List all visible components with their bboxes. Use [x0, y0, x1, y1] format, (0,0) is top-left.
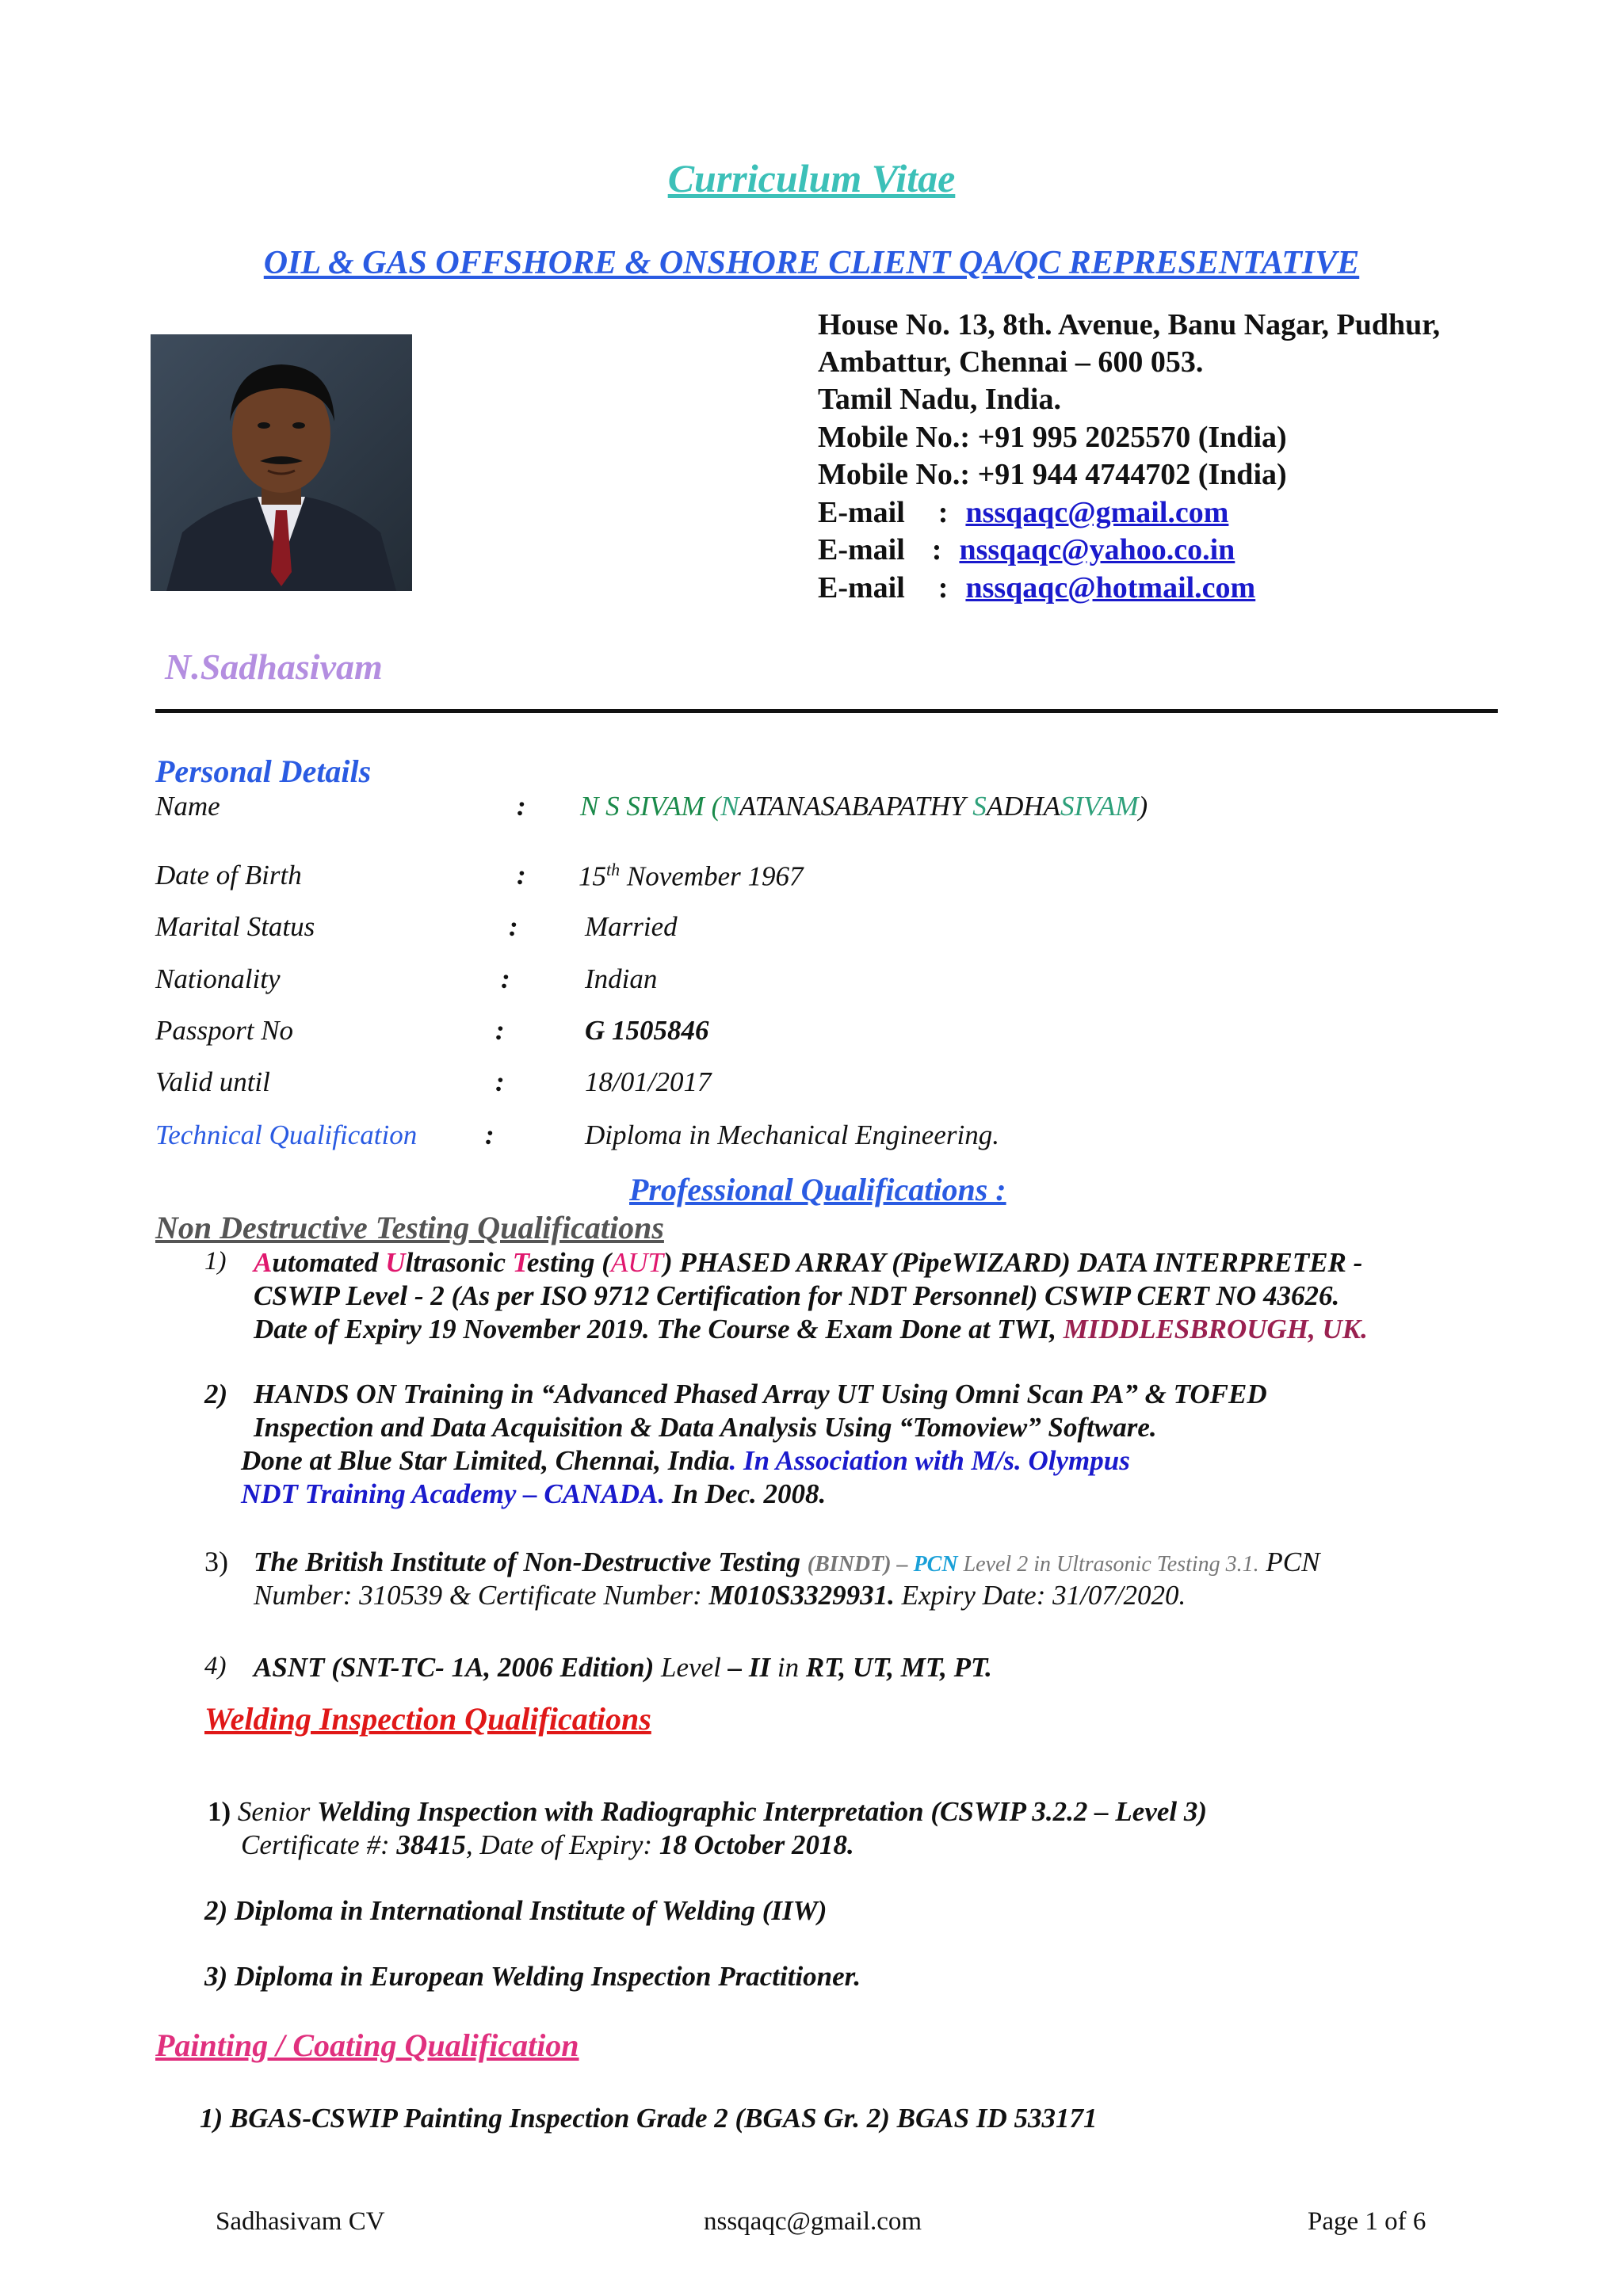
footer-email: nssqaqc@gmail.com [704, 2207, 922, 2236]
nationality-value: Indian [585, 963, 658, 994]
footer-left: Sadhasivam CV [216, 2207, 385, 2236]
tech-qualification-value: Diploma in Mechanical Engineering. [585, 1119, 999, 1150]
ndt-item-3-line-1: The British Institute of Non-Destructive Testing (BINDT) – PCN Level 2 in Ultrasonic Testing 3.1. PCN [254, 1547, 1320, 1577]
job-title: OIL & GAS OFFSHORE & ONSHORE CLIENT QA/QC REPRESENTATIVE [263, 245, 1360, 281]
ndt-item-3-number: 3) [204, 1546, 228, 1577]
name-colon: : [517, 791, 526, 822]
ndt-item-1-line-3: Date of Expiry 19 November 2019. The Course & Exam Done at TWI, MIDDLESBROUGH, UK. [254, 1314, 1368, 1344]
document-title: Curriculum Vitae [667, 156, 956, 200]
personal-details-heading: Personal Details [155, 753, 372, 789]
passport-label: Passport No [155, 1015, 294, 1046]
portrait-image [151, 334, 412, 591]
email-row-3: E-mail : nssqaqc@hotmail.com [818, 571, 1256, 605]
dob-colon: : [517, 860, 526, 891]
ndt-item-2-line-1: HANDS ON Training in “Advanced Phased Array UT Using Omni Scan PA” & TOFED [254, 1379, 1267, 1409]
welding-heading: Welding Inspection Qualifications [204, 1701, 651, 1737]
tech-qualification-label: Technical Qualification [155, 1119, 418, 1150]
email-label: E-mail [818, 571, 905, 605]
ndt-item-2-line-4: NDT Training Academy – CANADA. In Dec. 2008. [241, 1478, 827, 1509]
candidate-name: N.Sadhasivam [165, 646, 383, 687]
ndt-item-2-number: 2) [204, 1379, 228, 1409]
dob-label: Date of Birth [155, 860, 302, 891]
marital-label: Marital Status [155, 911, 315, 942]
welding-item-1-line-1: 1) Senior Welding Inspection with Radiographic Interpretation (CSWIP 3.2.2 – Level 3) [208, 1796, 1208, 1827]
welding-item-3: 3) Diploma in European Welding Inspection Practitioner. [204, 1961, 861, 1992]
email-row-1: E-mail : nssqaqc@gmail.com [818, 496, 1229, 529]
email-row-2: E-mail : nssqaqc@yahoo.co.in [818, 533, 1235, 566]
professional-qualifications-heading: Professional Qualifications : [629, 1172, 1006, 1207]
welding-item-1-line-2: Certificate #: 38415, Date of Expiry: 18 October 2018. [241, 1829, 854, 1860]
valid-until-colon: : [495, 1066, 505, 1097]
ndt-item-4-line-1: ASNT (SNT-TC- 1A, 2006 Edition) Level – II in RT, UT, MT, PT. [254, 1652, 992, 1683]
email-label: E-mail [818, 533, 905, 566]
ndt-item-3-line-2: Number: 310539 & Certificate Number: M010S3329931. Expiry Date: 31/07/2020. [254, 1580, 1186, 1611]
mobile-number-1: Mobile No.: +91 995 2025570 (India) [818, 421, 1287, 454]
ndt-item-2-line-3: Done at Blue Star Limited, Chennai, India. In Association with M/s. Olympus [241, 1445, 1130, 1476]
ndt-item-4-number: 4) [204, 1652, 227, 1680]
ndt-item-1-number: 1) [204, 1247, 227, 1276]
address-line-1: House No. 13, 8th. Avenue, Banu Nagar, Pudhur, [818, 308, 1441, 341]
email-label: E-mail [818, 496, 905, 529]
footer-page-number: Page 1 of 6 [1308, 2207, 1426, 2236]
email-link-hotmail[interactable]: nssqaqc@hotmail.com [965, 571, 1256, 605]
marital-colon: : [509, 911, 518, 942]
painting-item-1: 1) BGAS-CSWIP Painting Inspection Grade 2 (BGAS Gr. 2) BGAS ID 533171 [200, 2103, 1098, 2134]
address-line-2: Ambattur, Chennai – 600 053. [818, 345, 1204, 379]
dob-value: 15th November 1967 [579, 860, 804, 892]
marital-value: Married [585, 911, 678, 942]
email-link-gmail[interactable]: nssqaqc@gmail.com [965, 496, 1229, 529]
ndt-item-2-line-2: Inspection and Data Acquisition & Data Analysis Using “Tomoview” Software. [254, 1412, 1157, 1443]
valid-until-label: Valid until [155, 1066, 270, 1097]
nationality-colon: : [501, 963, 510, 994]
passport-value: G 1505846 [585, 1015, 709, 1046]
profile-photo [151, 334, 412, 591]
mobile-number-2: Mobile No.: +91 944 4744702 (India) [818, 458, 1287, 491]
welding-item-2: 2) Diploma in International Institute of Welding (IIW) [204, 1895, 827, 1926]
name-label: Name [155, 791, 220, 822]
address-line-3: Tamil Nadu, India. [818, 383, 1061, 416]
ndt-item-1-line-2: CSWIP Level - 2 (As per ISO 9712 Certification for NDT Personnel) CSWIP CERT NO 43626. [254, 1280, 1340, 1311]
ndt-item-1-line-1: Automated Ultrasonic Testing (AUT) PHASED ARRAY (PipeWIZARD) DATA INTERPRETER - [254, 1247, 1363, 1278]
ndt-heading: Non Destructive Testing Qualifications [155, 1210, 664, 1245]
name-value: N S SIVAM (NATANASABAPATHY SADHASIVAM) [580, 791, 1148, 822]
nationality-label: Nationality [155, 963, 281, 994]
divider-line [155, 709, 1498, 713]
passport-colon: : [495, 1015, 505, 1046]
painting-heading: Painting / Coating Qualification [155, 2027, 579, 2063]
tech-qualification-colon: : [485, 1119, 495, 1150]
valid-until-value: 18/01/2017 [585, 1066, 712, 1097]
email-link-yahoo[interactable]: nssqaqc@yahoo.co.in [959, 533, 1235, 566]
